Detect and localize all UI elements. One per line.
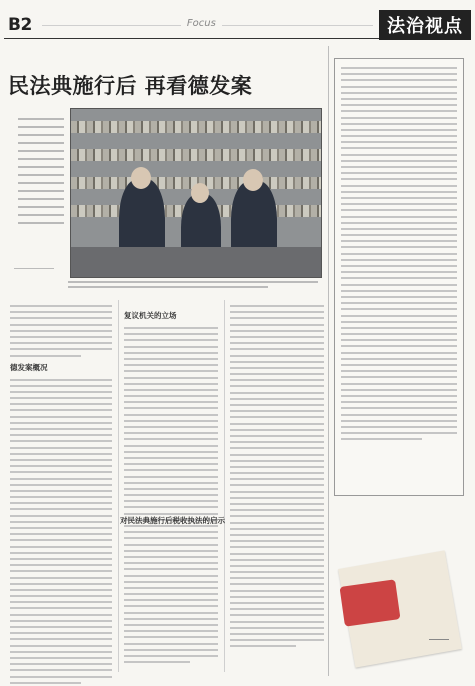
page-number: B2 [8, 15, 32, 35]
column-separator [328, 46, 329, 676]
subheading-3: 对民法典施行后税收执法的启示 [120, 516, 225, 525]
subheading-2: 复议机关的立场 [124, 311, 177, 320]
author-line [14, 268, 54, 279]
article-headline: 民法典施行后 再看德发案 [8, 74, 253, 98]
focus-rule [42, 14, 373, 36]
focus-label: Focus [181, 18, 222, 29]
sidebar-box [334, 58, 464, 496]
section-title: 法治视点 [379, 10, 471, 40]
page-header [4, 12, 471, 39]
pull-quote [18, 112, 64, 232]
article-lower-block [120, 510, 320, 670]
article-column-1 [10, 305, 112, 670]
subheading-1: 德发案概况 [10, 362, 48, 372]
photo-caption [68, 281, 318, 295]
civil-code-stamp-image [334, 555, 464, 665]
article-photo [70, 108, 322, 278]
